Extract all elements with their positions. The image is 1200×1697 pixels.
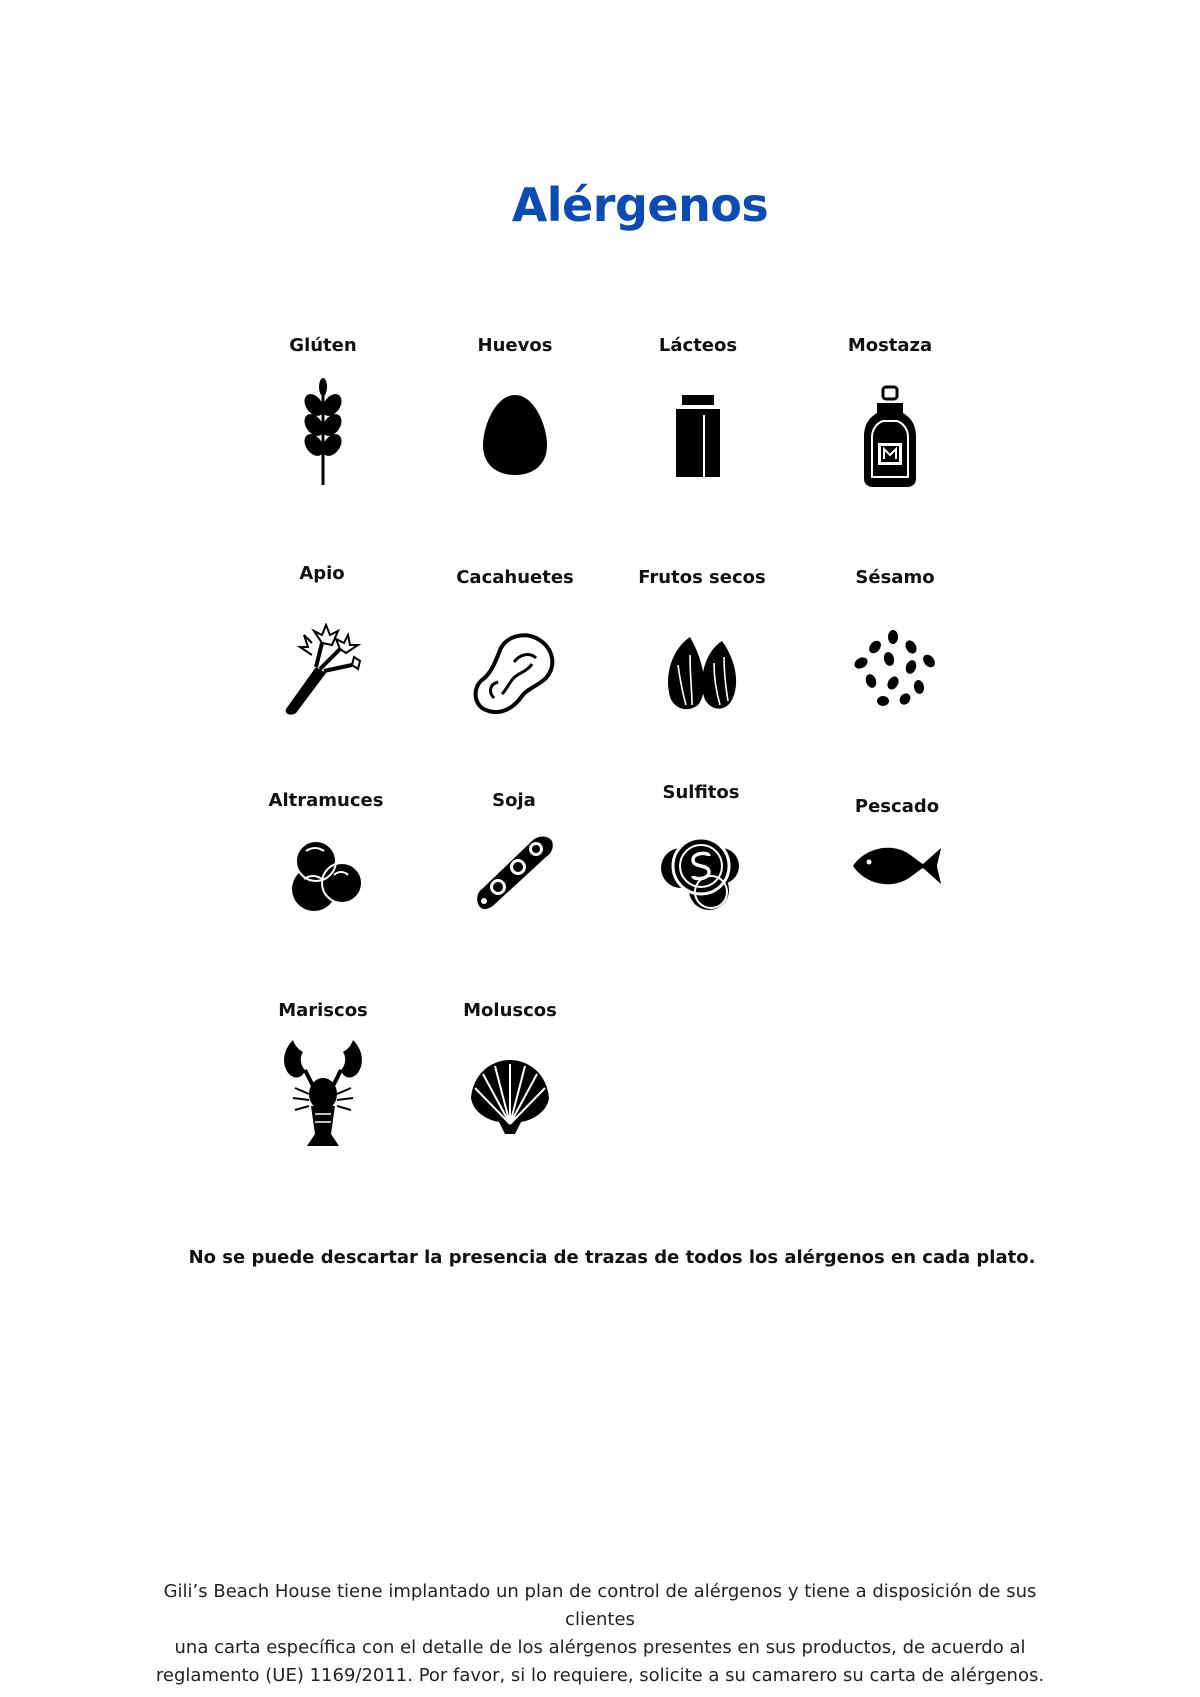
allergen-label: Pescado	[854, 796, 940, 817]
allergen-pescado	[807, 796, 987, 817]
footer-line: Gili’s Beach House tiene implantado un plan de control de alérgenos y tiene a disposición de sus clientes	[163, 1581, 1037, 1630]
allergen-label: Apio	[299, 563, 345, 584]
allergen-label: Frutos secos	[638, 567, 766, 588]
allergen-lacteos	[608, 335, 788, 356]
allergen-label: Moluscos	[463, 1000, 557, 1021]
allergen-huevos	[425, 335, 605, 356]
allergen-altramuces	[236, 790, 416, 811]
sulphites-icon	[659, 832, 743, 912]
allergen-label: Lácteos	[658, 335, 738, 356]
fish-icon	[851, 842, 943, 890]
wheat-icon	[303, 375, 343, 487]
shell-icon	[467, 1058, 553, 1138]
allergen-mariscos	[233, 1000, 413, 1021]
soy-pod-icon	[474, 833, 554, 911]
egg-icon	[481, 393, 549, 477]
almonds-icon	[662, 635, 742, 713]
allergen-label: Huevos	[477, 335, 553, 356]
allergen-frutos-secos	[612, 567, 792, 588]
celery-icon	[282, 623, 362, 715]
allergen-cacahuetes	[425, 567, 605, 588]
allergen-sulfitos	[611, 782, 791, 803]
allergen-label: Soja	[492, 790, 536, 811]
allergen-soja	[424, 790, 604, 811]
lobster-icon	[279, 1036, 367, 1148]
allergen-label: Cacahuetes	[456, 567, 574, 588]
footer-line: una carta específica con el detalle de los alérgenos presentes en sus productos, de acuerdo al	[174, 1637, 1026, 1658]
footer-line: reglamento (UE) 1169/2011. Por favor, si lo requiere, solicite a su camarero su carta de alérgenos.	[155, 1665, 1045, 1686]
allergen-mostaza	[800, 335, 980, 356]
allergen-label: Glúten	[289, 335, 357, 356]
allergen-policy-footer	[130, 1578, 1070, 1690]
allergen-label: Sésamo	[855, 567, 935, 588]
allergen-sesamo	[805, 567, 985, 588]
allergen-label: Mostaza	[847, 335, 933, 356]
allergen-gluten	[233, 335, 413, 356]
allergen-label: Altramuces	[268, 790, 384, 811]
page-title: Alérgenos	[511, 178, 769, 232]
milk-carton-icon	[674, 395, 722, 477]
allergen-moluscos	[420, 1000, 600, 1021]
mustard-bottle-icon	[861, 385, 919, 489]
peanut-icon	[472, 632, 558, 714]
allergen-label: Mariscos	[278, 1000, 368, 1021]
allergen-apio	[232, 563, 412, 584]
traces-disclaimer: No se puede descartar la presencia de trazas de todos los alérgenos en cada plato.	[188, 1247, 1036, 1268]
allergen-label: Sulfitos	[662, 782, 740, 803]
sesame-seeds-icon	[853, 629, 937, 709]
lupin-icon	[286, 837, 366, 913]
